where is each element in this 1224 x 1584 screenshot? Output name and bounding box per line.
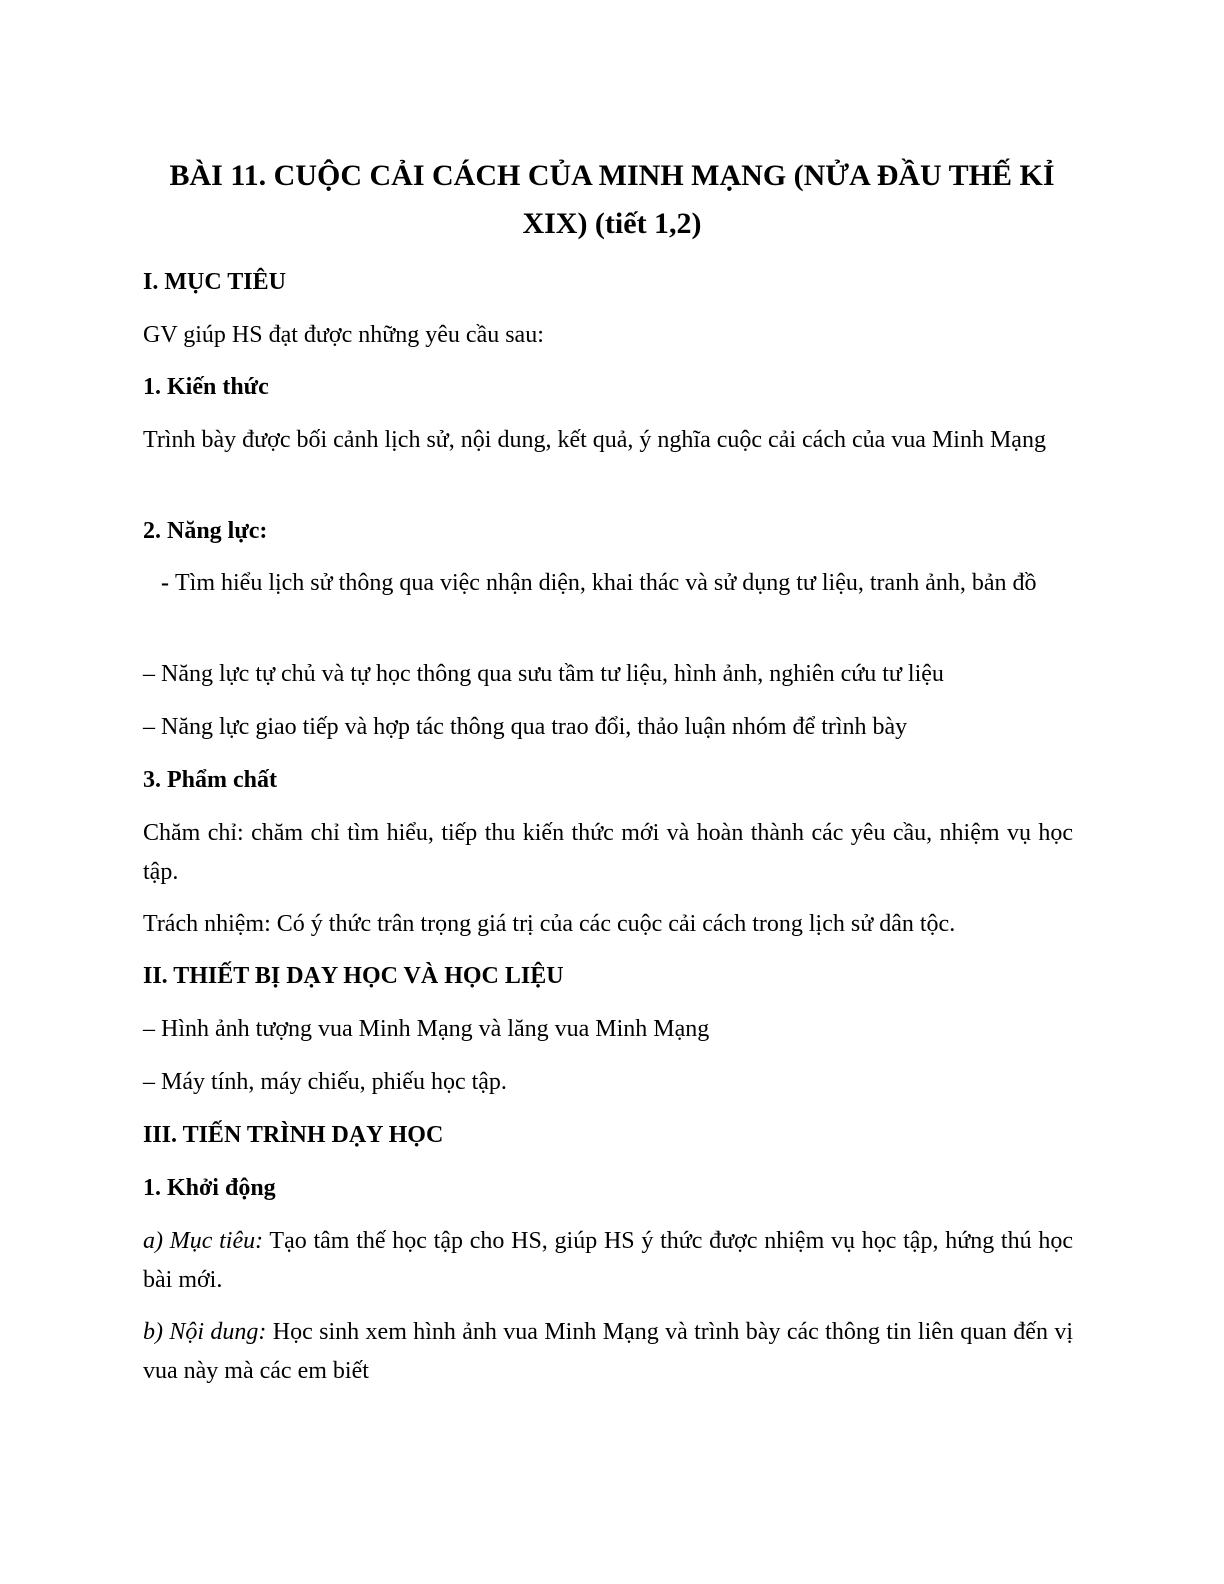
objective-text: Tạo tâm thế học tập cho HS, giúp HS ý thức được nhiệm vụ học tập, hứng thú học bài mới. [143,1228,1073,1293]
knowledge-heading: 1. Kiến thức [143,374,269,400]
quality-text-2: Trách nhiệm: Có ý thức trân trọng giá trị của các cuộc cải cách trong lịch sử dân tộc. [143,911,956,937]
competence-item-1 [143,564,1073,603]
content-label: b) Nội dung: [143,1319,267,1345]
competence-item-2: – Năng lực tự chủ và tự học thông qua sưu tầm tư liệu, hình ảnh, nghiên cứu tư liệu [143,661,944,687]
equipment-item-2: – Máy tính, máy chiếu, phiếu học tập. [143,1069,507,1095]
competence-heading: 2. Năng lực: [143,518,268,544]
equipment-item-1: – Hình ảnh tượng vua Minh Mạng và lăng vua Minh Mạng [143,1016,710,1042]
competence-item-1-text: Tìm hiểu lịch sử thông qua việc nhận diện, khai thác và sử dụng tư liệu, tranh ảnh, bản đồ [175,570,1037,596]
section-objectives-heading: I. MỤC TIÊU [143,269,286,295]
knowledge-text: Trình bày được bối cảnh lịch sử, nội dung, kết quả, ý nghĩa cuộc cải cách của vua Minh Mạng [143,427,1046,453]
section-process-heading: III. TIẾN TRÌNH DẠY HỌC [143,1122,444,1148]
section-equipment-heading: II. THIẾT BỊ DẠY HỌC VÀ HỌC LIỆU [143,963,564,989]
objective-label: a) Mục tiêu: [143,1228,264,1254]
warmup-content [143,1313,1073,1391]
lesson-title: BÀI 11. CUỘC CẢI CÁCH CỦA MINH MẠNG (NỬA ĐẦU THẾ KỈ XIX) (tiết 1,2) [169,159,1055,240]
warmup-objective [143,1222,1073,1300]
quality-text-1: Chăm chỉ: chăm chỉ tìm hiểu, tiếp thu kiến thức mới và hoàn thành các yêu cầu, nhiệm vụ học tập. [143,820,1073,885]
content-text: Học sinh xem hình ảnh vua Minh Mạng và trình bày các thông tin liên quan đến vị vua này mà các em biết [143,1319,1073,1384]
objectives-intro: GV giúp HS đạt được những yêu cầu sau: [143,322,544,348]
quality-heading: 3. Phẩm chất [143,767,277,793]
competence-item-1-dash: - [161,570,175,596]
competence-item-3: – Năng lực giao tiếp và hợp tác thông qua trao đổi, thảo luận nhóm để trình bày [143,714,908,740]
warmup-heading: 1. Khởi động [143,1175,276,1201]
